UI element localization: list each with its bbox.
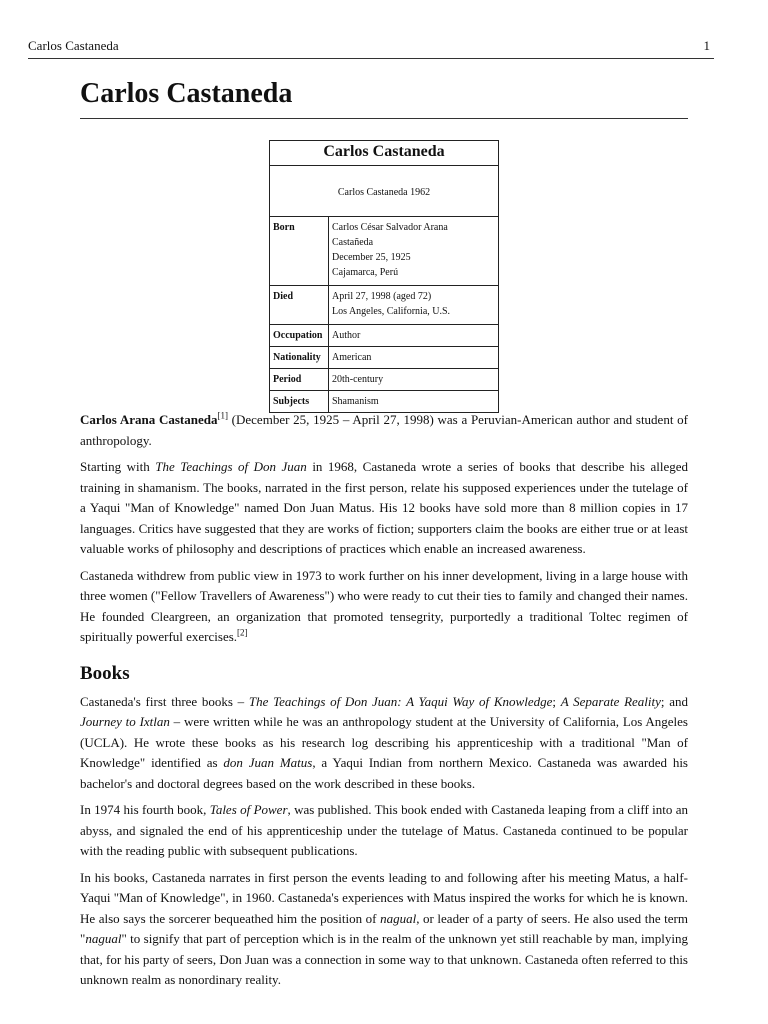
books-heading: Books: [80, 662, 130, 684]
book-title-tales-of-power: Tales of Power: [209, 802, 288, 817]
books-p1-text-c: – were written while he was an anthropology student at the University of California, Los Angeles (UCLA). He wrote these books as his research log describing his apprenticeship with a traditional "Man of Knowledge" identified as: [80, 714, 688, 770]
born-date: December 25, 1925: [332, 252, 411, 263]
occupation-label: Occupation: [270, 325, 329, 347]
books-p3-text-c: , or leader of a party of seers. He also used the term ": [80, 910, 688, 946]
books-p1-text-e: , a Yaqui Indian from northern Mexico. Castaneda was awarded his bachelor's and doctoral degrees based on the work described in these books.: [80, 755, 688, 791]
book-title: The Teachings of Don Juan: [155, 459, 307, 474]
nationality-value: American: [329, 347, 499, 369]
page-title: Carlos Castaneda: [80, 78, 293, 109]
intro-text: (December 25, 1925 – April 27, 1998) was a Peruvian-American author and student of anthropology.: [80, 412, 688, 448]
books-paragraph-3: [80, 868, 688, 991]
nationality-label: Nationality: [270, 347, 329, 369]
period-value: 20th-century: [329, 369, 499, 391]
occupation-value: Author: [329, 325, 499, 347]
died-value: [329, 286, 499, 325]
running-title: Carlos Castaneda: [28, 38, 119, 53]
title-divider: [80, 118, 688, 119]
article-body: [80, 410, 688, 997]
overview-text-a: Starting with: [80, 459, 156, 474]
period-label: Period: [270, 369, 329, 391]
books-p1-sep-2: ; and: [660, 693, 689, 709]
infobox: [269, 140, 499, 413]
book-title-3: Journey to Ixtlan: [80, 714, 170, 729]
books-p2-text-c: , was published. This book ended with Castaneda leaping from a cliff into an abyss, and signaled the end of his apprenticeship under the tutelage of Matus. Castaneda continued to be popular with the reading public with subsequent publications.: [80, 802, 689, 858]
running-header: [28, 38, 714, 59]
subject-name: Carlos Arana Castaneda: [80, 412, 218, 427]
died-place: Los Angeles, California, U.S.: [332, 306, 451, 317]
died-date: April 27, 1998 (aged 72): [332, 291, 432, 302]
nagual-term-1: nagual: [380, 910, 417, 926]
don-juan-matus-italic: don Juan Matus: [223, 755, 313, 770]
books-p1-text-a: Castaneda's first three books –: [80, 693, 249, 709]
book-title-2: A Separate Reality: [560, 693, 661, 709]
died-label: Died: [270, 286, 329, 325]
intro-paragraph: [80, 410, 688, 451]
infobox-image-caption: Carlos Castaneda 1962: [270, 166, 499, 217]
books-p3-text-e: " to signify that part of perception which is in the realm of the unknown yet still reachable by man, implying that, for his party of seers, Don Juan was a connection in some way to that unknown. Castaneda often referred to this unknown realm as nonordinary reality.: [80, 931, 688, 987]
overview-text-b: in 1968, Castaneda wrote a series of books that describe his alleged training in shamanism. The books, narrated in the first person, relate his supposed experiences under the tutelage of a Yaqui "Man of Knowledge" named Don Juan Matus. His 12 books have sold more than 8 million copies in 17 languages. Critics have suggested that they are works of fiction; supporters claim the books are either true or at least valuable works of philosophy and descriptions of practices which enable an increased awareness.: [80, 459, 688, 556]
born-name-line-2: Castañeda: [332, 237, 374, 248]
books-p1-sep-1: ;: [552, 693, 561, 709]
books-paragraph-1: [80, 692, 688, 795]
born-value: [329, 217, 499, 286]
books-p2-text-a: In 1974 his fourth book,: [80, 802, 210, 817]
nagual-term-2: nagual: [85, 931, 122, 946]
born-name-line-1: Carlos César Salvador Arana: [332, 222, 448, 233]
subjects-value: Shamanism: [329, 391, 499, 413]
book-title-1: The Teachings of Don Juan: A Yaqui Way of Knowledge: [248, 693, 553, 709]
overview-paragraph: [80, 457, 688, 560]
infobox-title: Carlos Castaneda: [270, 141, 499, 166]
born-place: Cajamarca, Perú: [332, 267, 399, 278]
withdrawal-text: Castaneda withdrew from public view in 1973 to work further on his inner development, living in a large house with three women ("Fellow Travellers of Awareness") who were ready to cut their ties to family and changed their names. He founded Cleargreen, an organization that promoted tensegrity, purportedly a traditional Toltec regimen of spiritually powerful exercises.: [80, 567, 688, 644]
withdrawal-paragraph: [80, 566, 688, 648]
reference-link-2[interactable]: [2]: [237, 627, 248, 638]
born-label: Born: [270, 217, 329, 286]
books-p3-text-a: In his books, Castaneda narrates in first person the events leading to and following after his meeting Matus, a half-Yaqui "Man of Knowledge", in 1960. Castaneda's experiences with Matus inspired the works for which he is known. He also says the sorcerer bequeathed him the position of: [80, 869, 688, 926]
page-number: 1: [703, 38, 710, 53]
subjects-label: Subjects: [270, 391, 329, 413]
books-paragraph-2: [80, 800, 688, 862]
reference-link-1[interactable]: [1]: [217, 410, 228, 421]
